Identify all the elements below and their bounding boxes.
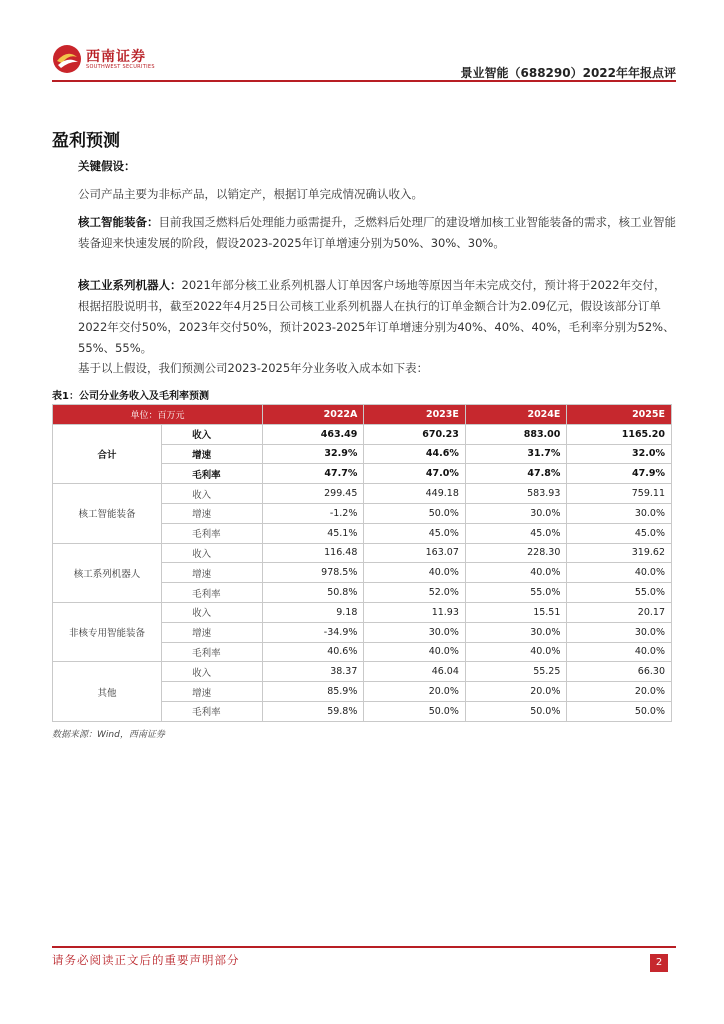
value-cell: 32.0%	[567, 444, 672, 464]
value-cell: 31.7%	[465, 444, 567, 464]
value-cell: 40.0%	[567, 642, 672, 662]
page-header	[52, 42, 676, 82]
value-cell: 50.0%	[364, 503, 466, 523]
value-cell: 45.0%	[465, 523, 567, 543]
metric-cell: 收入	[162, 424, 263, 444]
value-cell: 47.8%	[465, 464, 567, 484]
value-cell: 978.5%	[262, 563, 364, 583]
metric-cell: 增速	[162, 444, 263, 464]
footer-divider	[52, 946, 676, 948]
value-cell: 30.0%	[567, 622, 672, 642]
value-cell: 40.0%	[364, 563, 466, 583]
value-cell: 47.7%	[262, 464, 364, 484]
paragraph-product-text: 公司产品主要为非标产品，以销定产，根据订单完成情况确认收入。	[78, 187, 423, 201]
paragraph-forecast-intro	[52, 358, 676, 379]
value-cell: 40.0%	[465, 642, 567, 662]
value-cell: 30.0%	[465, 622, 567, 642]
segment-name-cell: 核工系列机器人	[53, 543, 162, 602]
key-assumptions-label: 关键假设：	[78, 159, 136, 173]
company-logo	[52, 42, 172, 76]
value-cell: 38.37	[262, 662, 364, 682]
report-title: 景业智能（688290）2022年年报点评	[460, 66, 676, 80]
forecast-table	[52, 404, 672, 722]
segment-name-cell: 非核专用智能装备	[53, 602, 162, 661]
value-cell: 30.0%	[364, 622, 466, 642]
column-header: 2024E	[465, 405, 567, 425]
value-cell: 55.0%	[465, 583, 567, 603]
value-cell: 40.0%	[567, 563, 672, 583]
value-cell: 20.0%	[567, 682, 672, 702]
segment-name-cell: 核工智能装备	[53, 484, 162, 543]
value-cell: 50.8%	[262, 583, 364, 603]
unit-header: 单位：百万元	[53, 405, 263, 425]
value-cell: 15.51	[465, 602, 567, 622]
nuclear-robots-label: 核工业系列机器人：	[78, 278, 182, 292]
key-assumptions-heading	[52, 156, 676, 177]
table-row	[53, 602, 672, 622]
value-cell: 463.49	[262, 424, 364, 444]
segment-name-cell: 合计	[53, 424, 162, 483]
nuclear-robots-text: 2021年部分核工业系列机器人订单因客户场地等原因当年未完成交付，预计将于2022年交付，根据招股说明书，截至2022年4月25日公司核工业系列机器人在执行的订单金额合计为2.09亿元，假设该部分订单2022年交付50%，2023年交付50%，预计2023-2025年订单增速分别为40%、40%、40%，毛利率分别为52%、55%、55%。	[78, 278, 675, 355]
logo-chinese-name: 西南证券	[86, 49, 146, 65]
nuclear-equipment-text: 目前我国乏燃料后处理能力亟需提升，乏燃料后处理厂的建设增加核工业智能装备的需求，核工业智能装备迎来快速发展的阶段，假设2023-2025年订单增速分别为50%、30%、30%。	[78, 215, 676, 250]
value-cell: 47.9%	[567, 464, 672, 484]
value-cell: 55.0%	[567, 583, 672, 603]
value-cell: 55.25	[465, 662, 567, 682]
value-cell: -34.9%	[262, 622, 364, 642]
value-cell: 50.0%	[465, 701, 567, 721]
value-cell: 583.93	[465, 484, 567, 504]
metric-cell: 毛利率	[162, 464, 263, 484]
value-cell: 50.0%	[567, 701, 672, 721]
metric-cell: 收入	[162, 543, 263, 563]
value-cell: 116.48	[262, 543, 364, 563]
metric-cell: 毛利率	[162, 583, 263, 603]
value-cell: 20.0%	[364, 682, 466, 702]
metric-cell: 毛利率	[162, 523, 263, 543]
value-cell: 30.0%	[567, 503, 672, 523]
value-cell: 45.1%	[262, 523, 364, 543]
metric-cell: 增速	[162, 622, 263, 642]
value-cell: 759.11	[567, 484, 672, 504]
value-cell: 40.6%	[262, 642, 364, 662]
metric-cell: 毛利率	[162, 701, 263, 721]
value-cell: 9.18	[262, 602, 364, 622]
value-cell: 228.30	[465, 543, 567, 563]
column-header: 2022A	[262, 405, 364, 425]
value-cell: 40.0%	[364, 642, 466, 662]
paragraph-nuclear-robots	[52, 275, 676, 359]
value-cell: 66.30	[567, 662, 672, 682]
value-cell: 32.9%	[262, 444, 364, 464]
nuclear-equipment-label: 核工智能装备：	[78, 215, 159, 229]
table-row	[53, 543, 672, 563]
metric-cell: 收入	[162, 662, 263, 682]
value-cell: 45.0%	[364, 523, 466, 543]
value-cell: 20.0%	[465, 682, 567, 702]
value-cell: 44.6%	[364, 444, 466, 464]
value-cell: 11.93	[364, 602, 466, 622]
metric-cell: 收入	[162, 602, 263, 622]
value-cell: 670.23	[364, 424, 466, 444]
table-row	[53, 424, 672, 444]
value-cell: 85.9%	[262, 682, 364, 702]
metric-cell: 毛利率	[162, 642, 263, 662]
table-row	[53, 662, 672, 682]
value-cell: -1.2%	[262, 503, 364, 523]
value-cell: 45.0%	[567, 523, 672, 543]
paragraph-product	[52, 184, 676, 205]
value-cell: 1165.20	[567, 424, 672, 444]
data-source-note: 数据来源：Wind，西南证券	[52, 730, 165, 740]
value-cell: 30.0%	[465, 503, 567, 523]
value-cell: 299.45	[262, 484, 364, 504]
table-row	[53, 484, 672, 504]
segment-name-cell: 其他	[53, 662, 162, 721]
paragraph-nuclear-equipment	[52, 212, 676, 254]
value-cell: 883.00	[465, 424, 567, 444]
value-cell: 319.62	[567, 543, 672, 563]
column-header: 2023E	[364, 405, 466, 425]
value-cell: 449.18	[364, 484, 466, 504]
metric-cell: 收入	[162, 484, 263, 504]
value-cell: 46.04	[364, 662, 466, 682]
footer-disclaimer: 请务必阅读正文后的重要声明部分	[52, 953, 240, 967]
table-header-row	[53, 405, 672, 425]
page-number: 2	[650, 954, 668, 972]
value-cell: 163.07	[364, 543, 466, 563]
value-cell: 52.0%	[364, 583, 466, 603]
logo-mark-icon	[52, 44, 82, 74]
table-title: 表1：公司分业务收入及毛利率预测	[52, 391, 209, 402]
metric-cell: 增速	[162, 503, 263, 523]
metric-cell: 增速	[162, 563, 263, 583]
header-divider	[52, 80, 676, 82]
value-cell: 40.0%	[465, 563, 567, 583]
value-cell: 20.17	[567, 602, 672, 622]
value-cell: 47.0%	[364, 464, 466, 484]
forecast-intro-text: 基于以上假设，我们预测公司2023-2025年分业务收入成本如下表：	[78, 361, 429, 375]
column-header: 2025E	[567, 405, 672, 425]
value-cell: 59.8%	[262, 701, 364, 721]
value-cell: 50.0%	[364, 701, 466, 721]
logo-english-name: SOUTHWEST SECURITIES	[86, 64, 155, 70]
metric-cell: 增速	[162, 682, 263, 702]
section-title: 盈利预测	[52, 131, 120, 151]
